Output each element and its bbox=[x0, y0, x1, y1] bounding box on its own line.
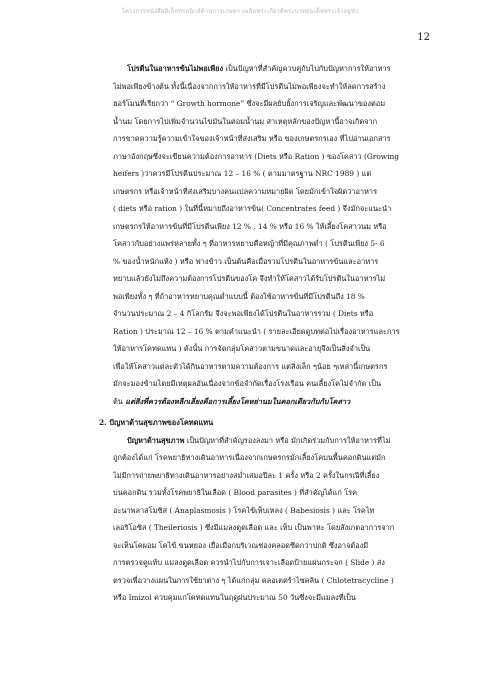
paragraph-line bbox=[113, 432, 427, 450]
paragraph-line: เกษตรกร หรือเจ้าหน้าที่ส่งเสริมบางคนแปลความหมายผิด โดยมักเข้าใจผิดว่าอาหาร bbox=[113, 186, 378, 196]
paragraph-line: โคสาวกับอย่างแพร่หลายทั้ง ๆ ที่อาหารหยาบคือหญ้าที่มีคุณภาพต่ำ ( โปรตีนเพียง 5- 6 bbox=[113, 239, 385, 248]
paragraph-line: เลอริโอซิส ( Theileriosis ) ซึ่งมีแมลงดูดเลือด และ เห็บ เป็นพาหะ โดยสังเกตอาการจาก bbox=[113, 523, 395, 532]
paragraph-text: เป็นปัญหาที่สำคัญรองลงมา หรือ มักเกิดร่วมกับการให้อาหารที่ไม่ bbox=[184, 435, 391, 445]
paragraph-line: อะนาพลาสโมซิส ( Anaplasmosis ) โรคไข้เห็บเหลง ( Babesiosis ) และ โรคไท bbox=[113, 505, 375, 515]
paragraph-line: ถูกต้องได้แก่ โรคพยาธิทางเดินอาหารเนื่องจากเกษตรกรมักเลี้ยงโคบนพื้นคอกดินแต่มัก bbox=[113, 453, 386, 462]
paragraph-line: ไม่พอเพียงข้างต้น ทั้งนี้เนื่องจากการให้อาหารที่มีโปรตีนไม่พอเพียงจะทำให้ลดการสร้าง bbox=[113, 81, 386, 91]
paragraph-line: หรือ Imizol ควบคุมแก่โคทดแทนในฤดูฝนประมาณ 50 วันซึ่งจะมีแมลงที่เป็น bbox=[113, 593, 356, 602]
paragraph-line: ให้อาหารโคทดแทน ) ดังนั้น การจัดกลุ่มโคสาวตามขนาดและอายุจึงเป็นสิ่งจำเป็น bbox=[113, 344, 371, 353]
paragraph-line: Ration ) ประมาณ 12 – 16 % ตามคำแนะนำ ( รายละเอียดดูบทต่อไปเรื่องอาหารและการ bbox=[113, 326, 400, 336]
section-heading: 2. ปัญหาด้านสุขภาพของโคทดแทน bbox=[99, 418, 214, 427]
section2-lead: ปัญหาด้านสุขภาพ bbox=[127, 435, 185, 445]
paragraph-line: ฮอร์โมนที่เรียกว่า “ Growth hormone” ซึ่งจะมีผลยับยั้งการเจริญและพัฒนาของต่อม bbox=[113, 99, 386, 108]
paragraph-line: การขาดความรู้ความเข้าใจของเจ้าหน้าที่ส่งเสริม หรือ ของเกษตรกรเอง ที่ไปอ่านเอกสาร bbox=[113, 134, 391, 143]
paragraph-line: heifers )ว่าควรมีโปรตีนประมาณ 12 – 16 % ( ตามมาตรฐาน NRC 1989 ) แต่ bbox=[113, 169, 372, 178]
paragraph-line: ตรวจเพื่อวางแผนในการใช้ยาต่าง ๆ ได้แก่กลุ่ม คลอเตตร้าไซคลิน ( Chlotetracycline ) bbox=[113, 575, 394, 585]
section1-lead: โปรตีนในอาหารข้นไม่พอเพียง bbox=[127, 64, 224, 73]
paragraph-line: จำนวนประมาณ 2 – 4 กิโลกรัม จึงจะพอเพียงได้โปรตีนในอาหารรวม ( Diets หรือ bbox=[113, 309, 374, 318]
paragraph-line: การตรวจคูแท้บ แมลงดูดเลือด ควรนำไปกับการเจาะเลือดป้ายแผ่นกระจก ( Slide ) ส่ง bbox=[113, 558, 385, 567]
document-body bbox=[99, 60, 427, 607]
paragraph-line: หยาบแล้วยังไม่ถึงความต้องการโปรตีนของโค จึงทำให้โคสาวได้รับโปรตีนในอาหารไม่ bbox=[113, 274, 386, 283]
paragraph-line: ภาษาอังกฤษซึ่งจะเขียนความต้องการอาหาร (Diets หรือ Ration ) ของโคสาว (Growing bbox=[113, 151, 399, 161]
paragraph-line bbox=[113, 60, 427, 78]
paragraph-line: บนคอกดิน รวมทั้งโรคพยาธิในเลือด ( Blood parasites ) ที่สำคัญได้แก่ โรค bbox=[113, 488, 358, 497]
paragraph-line: พอเพียงทั้ง ๆ ที่ถ้าอาหารหยาบคุณต่ำแบบนี้ ต้องใช้อาหารข้นที่มีโปรตีนถึง 18 % bbox=[113, 291, 365, 301]
paragraph-line: ( diets หรือ ration ) ในที่นี้หมายถึงอาหารข้น( Concentrates feed ) จึงมักจะแนะนำ bbox=[113, 204, 392, 213]
paragraph-line: มักจะมองข้ามไดยมีเหตุผลอันเนื่องจากข้อจำกัดเรื่องโรงเรือน คนเลี้ยงโคไม่จำกัด เป็น bbox=[113, 379, 382, 388]
paragraph-line bbox=[113, 393, 427, 411]
watermark-text: โครงการหนังสืออิเล็กทรอนิกส์ด้านการเกษตร เฉลิมพระเกียรติพระบาทสมเด็จพระเจ้าอยู่หัว bbox=[121, 8, 359, 15]
paragraph-text: เป็นปัญหาที่สำคัญควบคู่กับไปกับปัญหาการให้อาหาร bbox=[223, 64, 391, 73]
paragraph-line: % ของน้ำหนักแห้ง ) หรือ ฟางข้าว เป็นต้นคือเมื่อรวมโปรตีนในอาหารข้นและอาหาร bbox=[113, 256, 379, 266]
emphasis-note: แต่สิ่งที่ควรต้องหลีกเลี่ยงคือการเลี้ยงโคหย่านมในคอกเดียวกับกับโคสาว bbox=[122, 396, 351, 406]
page-number: 12 bbox=[417, 32, 430, 43]
paragraph-line: เกษตรกรให้อาหารข้นที่มีโปรตีนเพียง 12 % , 14 % หรือ 16 % ให้เลี้ยงโคสาวนม หรือ bbox=[113, 221, 387, 231]
paragraph-line: จะเห็นโคผอม โคไข้ ขนหยอง เยื่อเมือกบริเวณช่องคลอดซีดกว่าปกติ ซึ่งอาจต้องมี bbox=[113, 540, 369, 550]
paragraph-line: ไม่มีการถ่ายพยาธิทางเดินอาหารอย่างสม่ำเสมอปีละ 1 ครั้ง หรือ 2 ครั้งในกรณีที่เลี้ยง bbox=[113, 470, 380, 480]
paragraph-line: เพื่อให้โคสาวแต่ละตัวได้กินอาหารตามความต้องการ แต่สิ่งเล็ก ๆน้อย ๆเหล่านี้เกษตรกร bbox=[113, 361, 388, 371]
paragraph-line: น้ำนม โดยการไปเพิ่มจำนวนไขมันในต่อมน้ำนม สาเหตุหลักของปัญหานี้อาจเกิดจาก bbox=[113, 116, 378, 126]
closing-prefix: ต้น bbox=[113, 396, 123, 406]
